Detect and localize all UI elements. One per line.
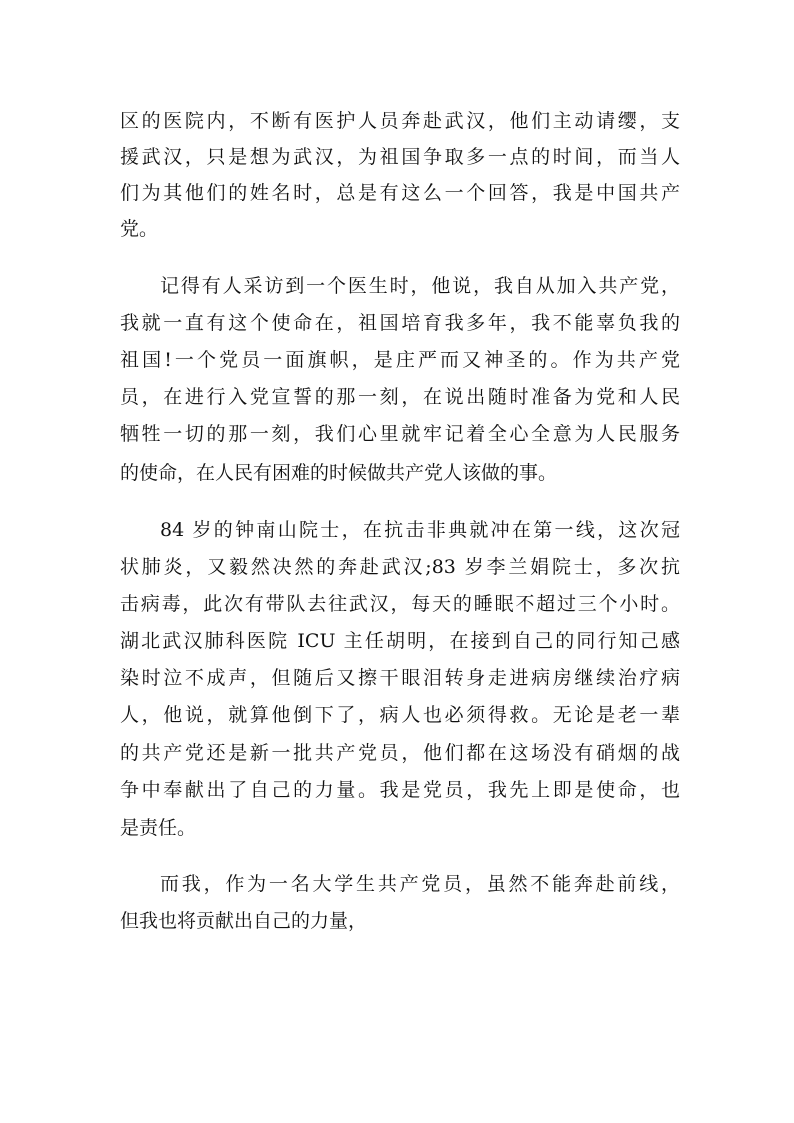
text-line: 的共产党还是新一批共产党员，他们都在这场没有硝烟的战 bbox=[120, 742, 680, 764]
text-line: 区的医院内，不断有医护人员奔赴武汉，他们主动请缨，支 bbox=[120, 110, 680, 132]
text-line: 员，在进行入党宣誓的那一刻，在说出随时准备为党和人民 bbox=[120, 386, 680, 408]
paragraph-first-line: 84 岁的钟南山院士，在抗击非典就冲在第一线，这次冠 bbox=[160, 519, 680, 541]
text-line: 但我也将贡献出自己的力量， bbox=[120, 910, 368, 932]
text-line: 我就一直有这个使命在，祖国培育我多年，我不能辜负我的 bbox=[120, 312, 680, 334]
text-line: 状肺炎，又毅然决然的奔赴武汉;83 岁李兰娟院士，多次抗 bbox=[120, 556, 680, 578]
paragraph-first-line: 而我，作为一名大学生共产党员，虽然不能奔赴前线， bbox=[160, 873, 680, 895]
text-line: 祖国!一个党员一面旗帜，是庄严而又神圣的。作为共产党 bbox=[120, 349, 680, 371]
paragraph-first-line: 记得有人采访到一个医生时，他说，我自从加入共产党， bbox=[160, 275, 680, 297]
text-line: 党。 bbox=[120, 218, 159, 240]
text-line: 援武汉，只是想为武汉，为祖国争取多一点的时间，而当人 bbox=[120, 146, 680, 168]
text-line: 牺牲一切的那一刻，我们心里就牢记着全心全意为人民服务 bbox=[120, 423, 680, 445]
text-line: 们为其他们的姓名时，总是有这么一个回答，我是中国共产 bbox=[120, 182, 680, 204]
text-line: 染时泣不成声，但随后又擦干眼泪转身走进病房继续治疗病 bbox=[120, 667, 680, 689]
text-line: 湖北武汉肺科医院 ICU 主任胡明，在接到自己的同行知己感 bbox=[120, 630, 680, 652]
text-line: 的使命，在人民有困难的时候做共产党人该做的事。 bbox=[120, 462, 558, 484]
text-line: 是责任。 bbox=[120, 817, 197, 839]
text-line: 争中奉献出了自己的力量。我是党员，我先上即是使命，也 bbox=[120, 779, 680, 801]
text-line: 人，他说，就算他倒下了，病人也必须得救。无论是老一辈 bbox=[120, 704, 680, 726]
text-line: 击病毒，此次有带队去往武汉，每天的睡眠不超过三个小时。 bbox=[120, 593, 680, 615]
